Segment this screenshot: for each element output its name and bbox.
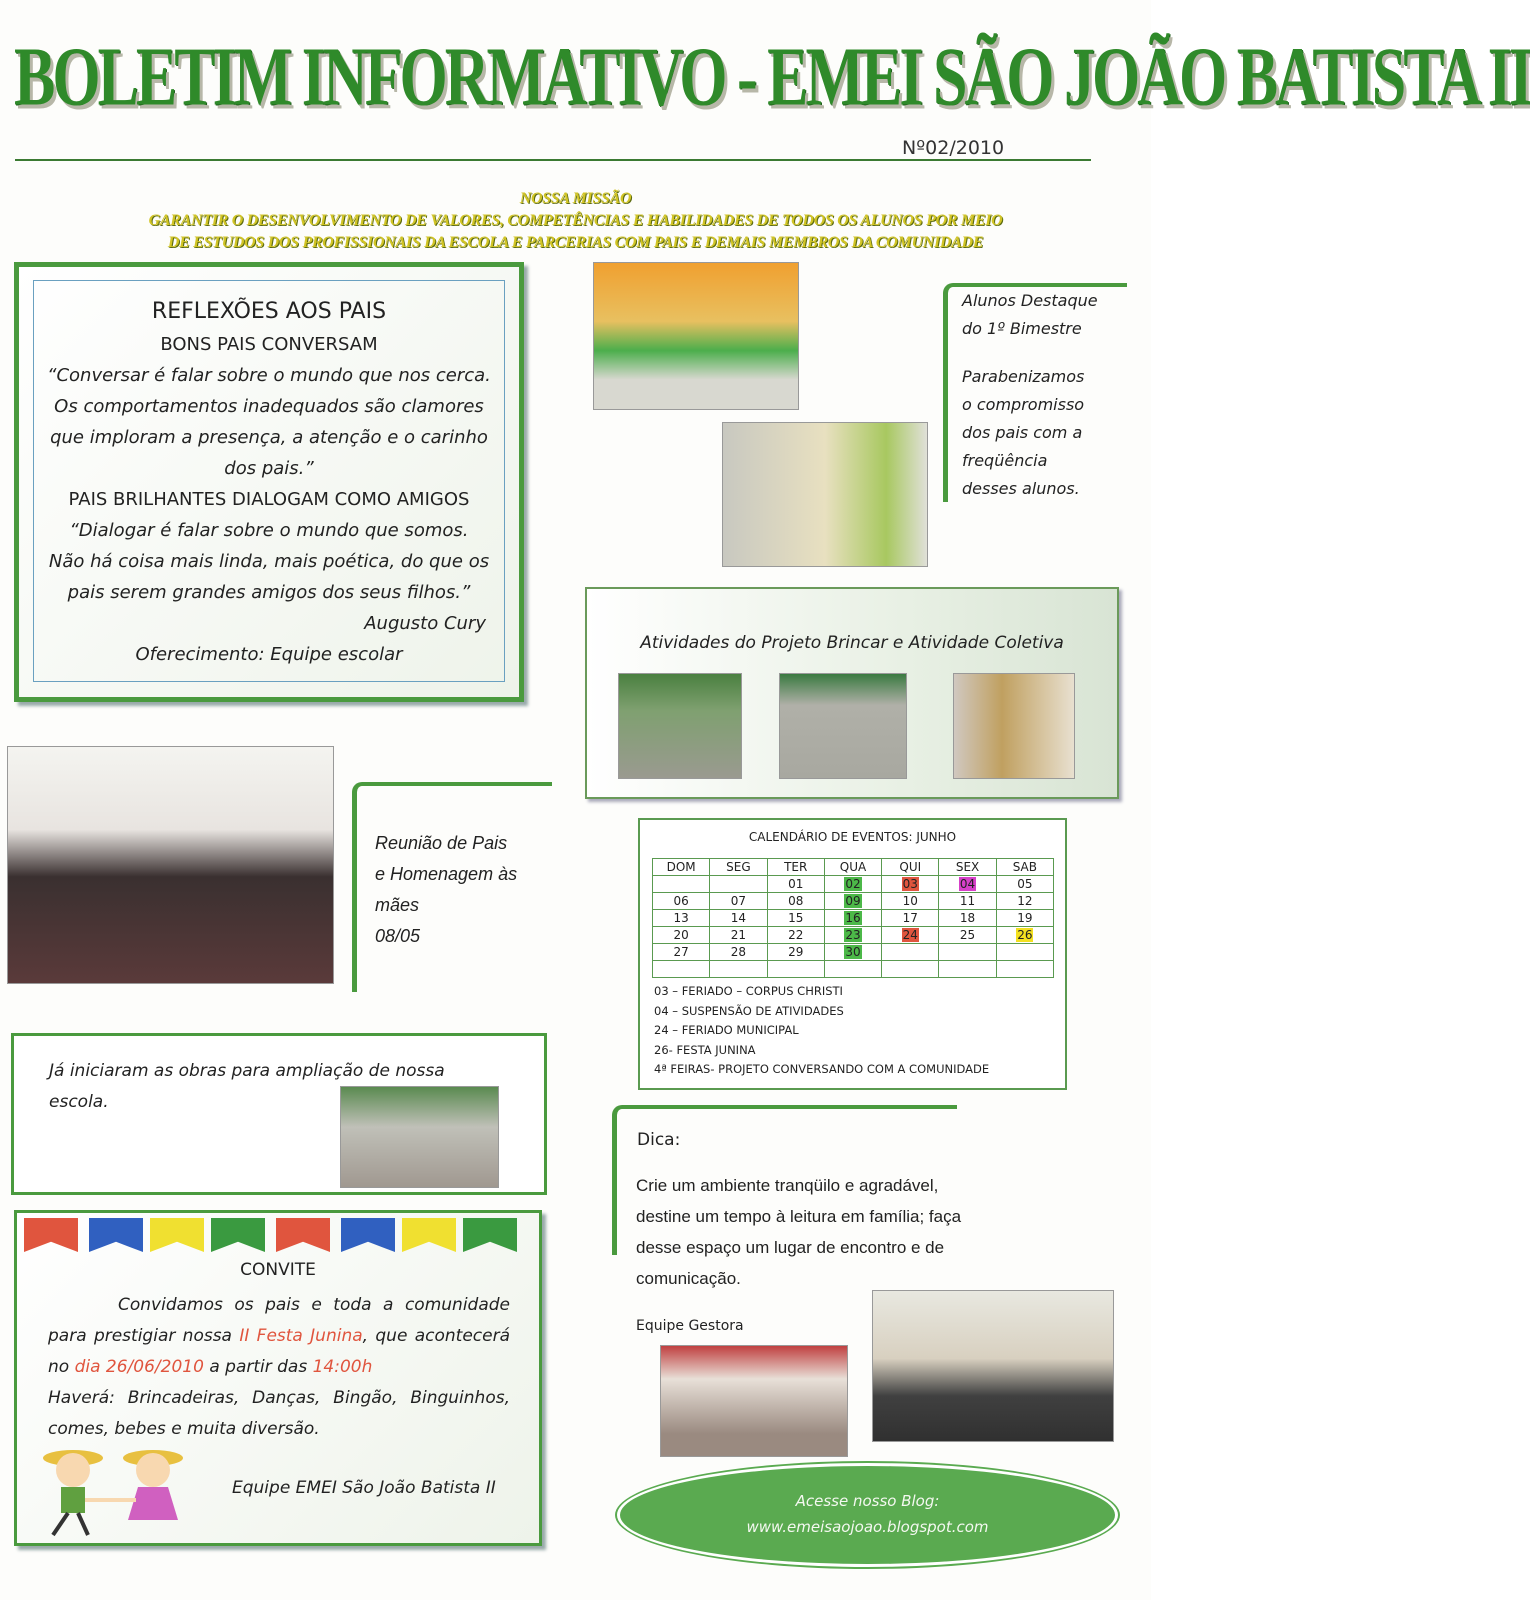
convite-title: CONVITE bbox=[240, 1260, 316, 1280]
day-number: 18 bbox=[959, 911, 976, 925]
day-number: 28 bbox=[730, 945, 747, 959]
calendar-day bbox=[653, 910, 710, 927]
day-number: 17 bbox=[902, 911, 918, 925]
calendar-day bbox=[767, 944, 824, 961]
issue-number: Nº02/2010 bbox=[902, 137, 1005, 159]
calendar-day bbox=[996, 910, 1053, 927]
calendar-day bbox=[882, 893, 939, 910]
dica-text: Crie um ambiente tranqüilo e agradável, destine um tempo à leitura em família; faça desse espaço um lugar de encontro e de comunicação. bbox=[636, 1176, 962, 1288]
calendar-day bbox=[710, 876, 767, 893]
activity-photo-3 bbox=[953, 673, 1075, 779]
legend-item: 4ª FEIRAS- PROJETO CONVERSANDO COM A COMUNIDADE bbox=[654, 1062, 990, 1076]
convite-text bbox=[48, 1290, 510, 1445]
atividades-box bbox=[585, 587, 1119, 799]
festa-name: II Festa Junina bbox=[239, 1326, 363, 1346]
atividades-title: Atividades do Projeto Brincar e Atividade Coletiva bbox=[640, 633, 1064, 653]
calendar-day bbox=[767, 876, 824, 893]
kids-illustration-icon bbox=[28, 1440, 198, 1540]
day-number: 13 bbox=[673, 911, 689, 925]
calendar-day bbox=[996, 927, 1053, 944]
meeting-photo bbox=[7, 746, 334, 984]
day-number: 08 bbox=[788, 894, 804, 908]
day-number: 15 bbox=[788, 911, 804, 925]
convite-activities: Haverá: Brincadeiras, Danças, Bingão, Binguinhos, comes, bebes e muita diversão. bbox=[48, 1388, 510, 1439]
calendar-day bbox=[653, 961, 710, 978]
calendar-day bbox=[824, 910, 881, 927]
calendar-day bbox=[653, 944, 710, 961]
quote-line: Não há coisa mais linda, mais poética, do que os bbox=[48, 551, 490, 572]
quote-line: Os comportamentos inadequados são clamores bbox=[54, 396, 484, 417]
quote-line: que imploram a presença, a atenção e o carinho bbox=[50, 427, 488, 448]
day-number: 04 bbox=[959, 877, 976, 891]
reuniao-date: 08/05 bbox=[375, 926, 421, 946]
students-photo-1 bbox=[593, 262, 799, 410]
event-time: 14:00h bbox=[312, 1357, 373, 1377]
day-number: 22 bbox=[788, 928, 804, 942]
weekday-header: TER bbox=[767, 859, 824, 876]
day-number: 03 bbox=[902, 877, 918, 891]
destaque-line: dos pais com a bbox=[962, 423, 1083, 442]
calendar-day bbox=[939, 944, 996, 961]
calendar-day bbox=[882, 910, 939, 927]
calendar-day bbox=[824, 876, 881, 893]
legend-item: 03 – FERIADO – CORPUS CHRISTI bbox=[654, 984, 843, 998]
day-number: 26 bbox=[1017, 928, 1033, 942]
calendar-day bbox=[767, 893, 824, 910]
calendar-day bbox=[939, 876, 996, 893]
weekday-header: DOM bbox=[653, 859, 710, 876]
reflexoes-title: REFLEXÕES AOS PAIS bbox=[151, 299, 387, 324]
day-number: 06 bbox=[673, 894, 689, 908]
day-number: 01 bbox=[788, 877, 804, 891]
destaque-title: do 1º Bimestre bbox=[962, 319, 1082, 338]
calendar-day bbox=[824, 961, 881, 978]
weekday-header: SEG bbox=[710, 859, 767, 876]
day-number: 14 bbox=[730, 911, 747, 925]
quote-line: dos pais.” bbox=[224, 458, 314, 479]
day-number: 09 bbox=[845, 894, 861, 908]
reflexoes-inner bbox=[33, 280, 505, 682]
day-number: 20 bbox=[673, 928, 689, 942]
calendar-day bbox=[710, 961, 767, 978]
blog-url[interactable]: www.emeisaojoao.blogspot.com bbox=[746, 1518, 989, 1536]
calendar-day bbox=[939, 961, 996, 978]
obras-text: Já iniciaram as obras para ampliação de nossa escola. bbox=[49, 1061, 445, 1112]
calendar-day bbox=[939, 910, 996, 927]
convite-text-part: , que acontecerá no bbox=[48, 1326, 511, 1377]
day-number: 23 bbox=[845, 928, 861, 942]
reflexoes-sub1: BONS PAIS CONVERSAM bbox=[160, 334, 378, 355]
calendar-day bbox=[882, 944, 939, 961]
weekday-header: QUA bbox=[824, 859, 881, 876]
convite-text-part: Convidamos os pais e toda a comunidade para prestigiar nossa bbox=[48, 1295, 510, 1346]
mission-line-2: DE ESTUDOS DOS PROFISSIONAIS DA ESCOLA E PARCERIAS COM PAIS E DEMAIS MEMBROS DA COMUNIDADE bbox=[167, 234, 984, 251]
reflexoes-box bbox=[14, 262, 524, 702]
dica-title: Dica: bbox=[637, 1130, 681, 1150]
reuniao-line: mães bbox=[375, 895, 420, 915]
day-number: 30 bbox=[845, 945, 861, 959]
day-number: 12 bbox=[1017, 894, 1033, 908]
quote-line: pais serem grandes amigos dos seus filhos.” bbox=[67, 582, 471, 603]
mission-line-1: GARANTIR O DESENVOLVIMENTO DE VALORES, COMPETÊNCIAS E HABILIDADES DE TODOS OS ALUNOS POR MEIO bbox=[148, 212, 1003, 229]
convite-signature: Equipe EMEI São João Batista II bbox=[232, 1478, 496, 1498]
calendar-day bbox=[882, 876, 939, 893]
calendar-day bbox=[939, 893, 996, 910]
weekday-header: SAB bbox=[996, 859, 1053, 876]
day-number: 02 bbox=[845, 877, 861, 891]
header-divider bbox=[15, 159, 1091, 161]
day-number: 29 bbox=[788, 945, 804, 959]
calendar-day bbox=[996, 876, 1053, 893]
destaque-line: o compromisso bbox=[962, 395, 1085, 414]
dica-signature: Equipe Gestora bbox=[636, 1318, 744, 1334]
mission-heading: NOSSA MISSÃO bbox=[519, 190, 632, 207]
destaque-line: desses alunos. bbox=[962, 479, 1080, 498]
calendar-day bbox=[996, 961, 1053, 978]
day-number: 11 bbox=[959, 894, 976, 908]
obras-box bbox=[11, 1033, 547, 1195]
day-number: 24 bbox=[902, 928, 918, 942]
calendar-day bbox=[824, 944, 881, 961]
calendar-table bbox=[652, 858, 1054, 978]
weekday-header: QUI bbox=[882, 859, 939, 876]
legend-item: 24 – FERIADO MUNICIPAL bbox=[654, 1023, 799, 1037]
event-date: dia 26/06/2010 bbox=[74, 1357, 204, 1377]
reuniao-line: e Homenagem às bbox=[375, 864, 518, 884]
quote-line: “Conversar é falar sobre o mundo que nos cerca. bbox=[47, 365, 491, 386]
quote-line: “Dialogar é falar sobre o mundo que somos. bbox=[69, 520, 469, 541]
day-number: 05 bbox=[1017, 877, 1033, 891]
calendar-day bbox=[710, 927, 767, 944]
day-number: 07 bbox=[730, 894, 747, 908]
day-number: 19 bbox=[1017, 911, 1033, 925]
offer-text: Oferecimento: Equipe escolar bbox=[135, 644, 403, 665]
newsletter-title: BOLETIM INFORMATIVO - EMEI SÃO JOÃO BATISTA II bbox=[14, 31, 1530, 124]
blog-label: Acesse nosso Blog: bbox=[795, 1492, 940, 1510]
calendar-day bbox=[939, 927, 996, 944]
calendar-day bbox=[710, 910, 767, 927]
reflexoes-sub2: PAIS BRILHANTES DIALOGAM COMO AMIGOS bbox=[68, 489, 470, 510]
destaque-line: freqüência bbox=[962, 451, 1048, 470]
activity-photo-2 bbox=[779, 673, 907, 779]
convite-text-part: a partir das bbox=[203, 1357, 313, 1377]
construction-photo bbox=[340, 1086, 499, 1188]
calendar-day bbox=[710, 944, 767, 961]
day-number: 21 bbox=[730, 928, 747, 942]
activity-photo-1 bbox=[618, 673, 742, 779]
calendar-day bbox=[767, 961, 824, 978]
day-number: 10 bbox=[902, 894, 918, 908]
day-number: 16 bbox=[845, 911, 861, 925]
calendar-day bbox=[653, 893, 710, 910]
legend-item: 26- FESTA JUNINA bbox=[654, 1042, 756, 1057]
calendar-day bbox=[996, 944, 1053, 961]
calendar-day bbox=[710, 893, 767, 910]
students-photo-2 bbox=[722, 422, 928, 567]
calendar-day bbox=[653, 927, 710, 944]
reuniao-text bbox=[352, 782, 552, 992]
destaque-line: Parabenizamos bbox=[962, 367, 1085, 386]
calendar-box bbox=[638, 818, 1067, 1090]
weekday-header: SEX bbox=[939, 859, 996, 876]
calendar-day bbox=[824, 927, 881, 944]
quote-author: Augusto Cury bbox=[364, 613, 486, 634]
calendar-title: CALENDÁRIO DE EVENTOS: JUNHO bbox=[748, 830, 957, 844]
calendar-day bbox=[767, 927, 824, 944]
calendar-day bbox=[996, 893, 1053, 910]
day-number: 25 bbox=[959, 928, 976, 942]
classroom-photo-2 bbox=[660, 1345, 848, 1457]
reuniao-line: Reunião de Pais bbox=[375, 833, 508, 853]
calendar-day bbox=[824, 893, 881, 910]
destaque-text bbox=[943, 283, 1127, 502]
legend-item: 04 – SUSPENSÃO DE ATIVIDADES bbox=[654, 1003, 844, 1018]
day-number: 27 bbox=[673, 945, 689, 959]
calendar-day bbox=[767, 910, 824, 927]
classroom-photo-1 bbox=[872, 1290, 1114, 1442]
calendar-day bbox=[882, 961, 939, 978]
calendar-day bbox=[653, 876, 710, 893]
blog-link[interactable] bbox=[620, 1466, 1115, 1564]
calendar-day bbox=[882, 927, 939, 944]
calendar-legend bbox=[654, 982, 1065, 1080]
destaque-title: Alunos Destaque bbox=[962, 291, 1098, 310]
